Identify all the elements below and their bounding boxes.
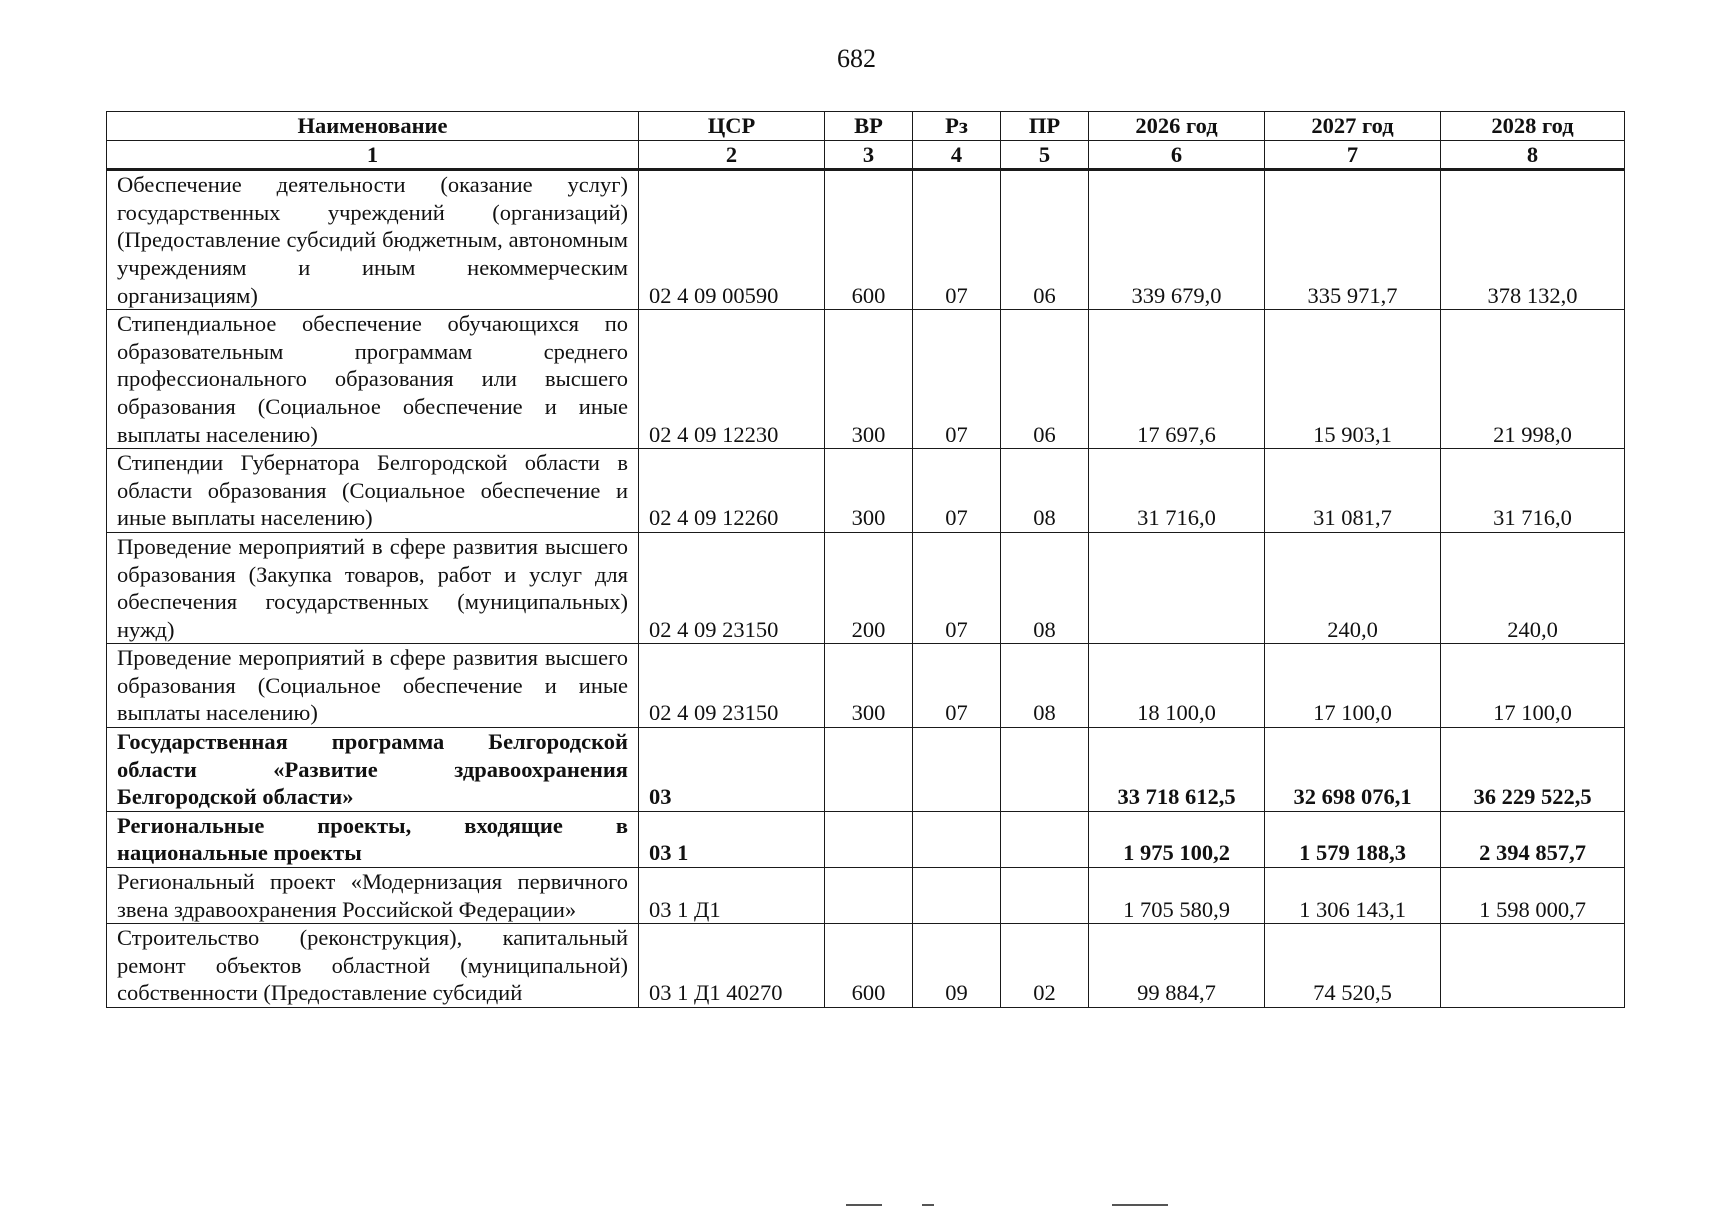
table-row (107, 532, 1625, 643)
row-amount-2026: 1 705 580,9 (1089, 868, 1265, 924)
row-name: Стипендии Губернатора Белгородской области в области образования (Социальное обеспечение и иные выплаты населению) (107, 449, 639, 533)
row-amount-2027: 74 520,5 (1265, 924, 1441, 1008)
row-name: Региональные проекты, входящие в национальные проекты (107, 811, 639, 867)
row-csr: 03 1 Д1 (639, 868, 825, 924)
row-csr: 03 1 Д1 40270 (639, 924, 825, 1008)
row-name: Региональный проект «Модернизация первичного звена здравоохранения Российской Федерации» (107, 868, 639, 924)
header-2028: 2028 год (1441, 112, 1625, 141)
row-amount-2028: 1 598 000,7 (1441, 868, 1625, 924)
column-number: 6 (1089, 140, 1265, 170)
row-vr: 200 (825, 532, 913, 643)
row-csr: 03 1 (639, 811, 825, 867)
row-amount-2027: 240,0 (1265, 532, 1441, 643)
column-number: 2 (639, 140, 825, 170)
row-vr: 600 (825, 170, 913, 310)
header-pr: ПР (1001, 112, 1089, 141)
row-pr: 08 (1001, 532, 1089, 643)
row-rz (913, 728, 1001, 812)
row-name: Обеспечение деятельности (оказание услуг) государственных учреждений (организаций) (Предоставление субсидий бюджетным, автономным учреждениям и иным некоммерческим организациям) (107, 170, 639, 310)
column-number-row (107, 140, 1625, 170)
table-row (107, 868, 1625, 924)
row-amount-2028: 17 100,0 (1441, 644, 1625, 728)
row-name: Проведение мероприятий в сфере развития высшего образования (Закупка товаров, работ и услуг для обеспечения государственных (муниципальных) нужд) (107, 532, 639, 643)
row-csr: 02 4 09 23150 (639, 644, 825, 728)
table-row (107, 170, 1625, 310)
row-vr (825, 728, 913, 812)
row-amount-2028: 36 229 522,5 (1441, 728, 1625, 812)
column-number: 8 (1441, 140, 1625, 170)
row-csr: 02 4 09 12230 (639, 310, 825, 449)
header-name: Наименование (107, 112, 639, 141)
row-amount-2027: 335 971,7 (1265, 170, 1441, 310)
row-rz: 07 (913, 532, 1001, 643)
row-vr (825, 868, 913, 924)
row-amount-2026: 17 697,6 (1089, 310, 1265, 449)
column-number: 5 (1001, 140, 1089, 170)
row-amount-2027: 15 903,1 (1265, 310, 1441, 449)
row-csr: 02 4 09 23150 (639, 532, 825, 643)
table-row (107, 924, 1625, 1008)
header-csr: ЦСР (639, 112, 825, 141)
budget-table (106, 111, 1625, 1008)
row-name: Строительство (реконструкция), капитальный ремонт объектов областной (муниципальной) собственности (Предоставление субсидий (107, 924, 639, 1008)
table-body (107, 170, 1625, 1008)
row-amount-2028: 240,0 (1441, 532, 1625, 643)
row-amount-2027: 17 100,0 (1265, 644, 1441, 728)
row-amount-2027: 1 579 188,3 (1265, 811, 1441, 867)
row-vr (825, 811, 913, 867)
row-pr: 08 (1001, 449, 1089, 533)
row-vr: 600 (825, 924, 913, 1008)
row-name: Стипендиальное обеспечение обучающихся по образовательным программам среднего профессионального образования или высшего образования (Социальное обеспечение и иные выплаты населению) (107, 310, 639, 449)
header-2027: 2027 год (1265, 112, 1441, 141)
row-amount-2026: 18 100,0 (1089, 644, 1265, 728)
row-pr (1001, 811, 1089, 867)
row-amount-2026: 339 679,0 (1089, 170, 1265, 310)
row-vr: 300 (825, 449, 913, 533)
row-pr: 02 (1001, 924, 1089, 1008)
row-amount-2028 (1441, 924, 1625, 1008)
row-pr (1001, 868, 1089, 924)
column-number: 3 (825, 140, 913, 170)
row-csr: 02 4 09 12260 (639, 449, 825, 533)
row-csr: 02 4 09 00590 (639, 170, 825, 310)
column-number: 4 (913, 140, 1001, 170)
row-pr: 06 (1001, 170, 1089, 310)
row-name: Проведение мероприятий в сфере развития высшего образования (Социальное обеспечение и иные выплаты населению) (107, 644, 639, 728)
header-row (107, 112, 1625, 141)
row-rz: 09 (913, 924, 1001, 1008)
row-pr (1001, 728, 1089, 812)
table-row (107, 811, 1625, 867)
header-rz: Рз (913, 112, 1001, 141)
table-row (107, 310, 1625, 449)
row-vr: 300 (825, 644, 913, 728)
row-amount-2026: 33 718 612,5 (1089, 728, 1265, 812)
row-amount-2028: 378 132,0 (1441, 170, 1625, 310)
row-amount-2027: 1 306 143,1 (1265, 868, 1441, 924)
row-rz: 07 (913, 644, 1001, 728)
row-amount-2027: 32 698 076,1 (1265, 728, 1441, 812)
table-row (107, 644, 1625, 728)
table-row (107, 449, 1625, 533)
row-amount-2026: 1 975 100,2 (1089, 811, 1265, 867)
row-amount-2028: 21 998,0 (1441, 310, 1625, 449)
row-amount-2026: 31 716,0 (1089, 449, 1265, 533)
row-amount-2028: 2 394 857,7 (1441, 811, 1625, 867)
row-amount-2028: 31 716,0 (1441, 449, 1625, 533)
column-number: 1 (107, 140, 639, 170)
row-amount-2026 (1089, 532, 1265, 643)
row-rz (913, 811, 1001, 867)
page-number: 682 (837, 44, 876, 73)
header-2026: 2026 год (1089, 112, 1265, 141)
row-amount-2026: 99 884,7 (1089, 924, 1265, 1008)
row-name: Государственная программа Белгородской области «Развитие здравоохранения Белгородской области» (107, 728, 639, 812)
header-vr: ВР (825, 112, 913, 141)
row-pr: 06 (1001, 310, 1089, 449)
row-rz (913, 868, 1001, 924)
row-vr: 300 (825, 310, 913, 449)
row-rz: 07 (913, 170, 1001, 310)
row-csr: 03 (639, 728, 825, 812)
column-number: 7 (1265, 140, 1441, 170)
row-rz: 07 (913, 449, 1001, 533)
row-amount-2027: 31 081,7 (1265, 449, 1441, 533)
row-pr: 08 (1001, 644, 1089, 728)
table-row (107, 728, 1625, 812)
row-rz: 07 (913, 310, 1001, 449)
